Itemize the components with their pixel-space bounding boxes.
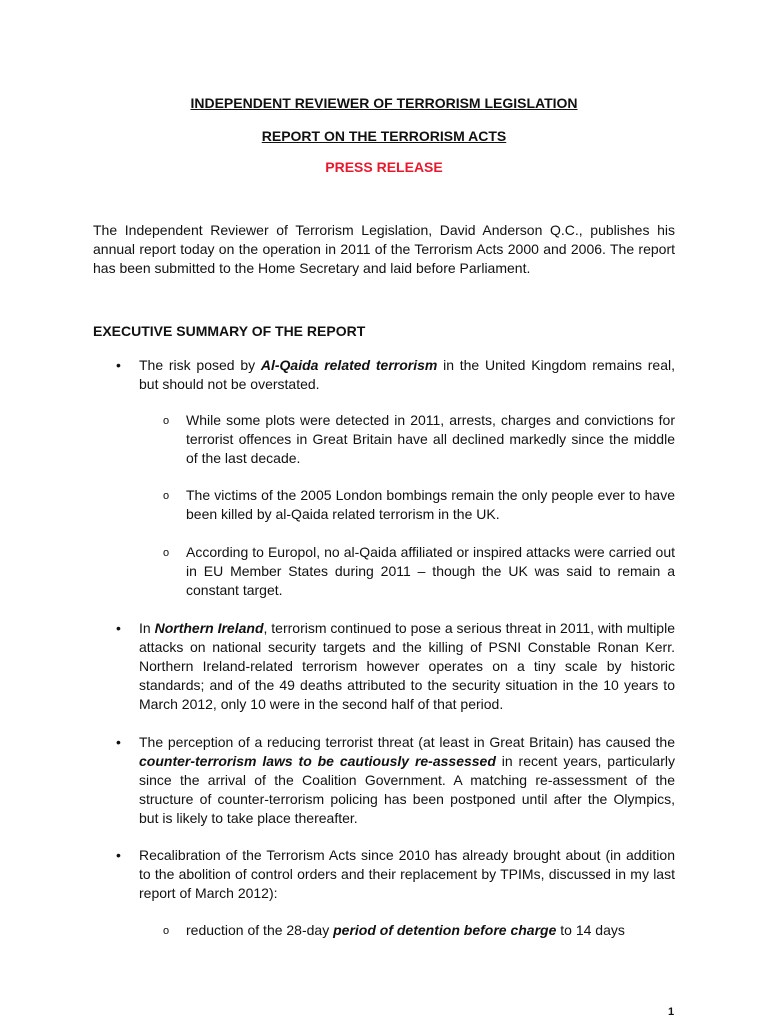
bullet-item-al-qaida: The risk posed by Al-Qaida related terrorism in the United Kingdom remains real, but should not be overstated. bbox=[139, 357, 676, 392]
bullet-item-counter-terrorism-laws: The perception of a reducing terrorist threat (at least in Great Britain) has caused the counter-terrorism laws to be cautiously re-assessed in recent years, particularly since the arrival of the Coalition Government. A matching re-assessment of the structure of counter-terrorism policing has been postponed until after the Olympics, but is likely to take place thereafter. bbox=[139, 734, 675, 826]
sub-bullet-marker: o bbox=[163, 490, 170, 502]
bullet-marker: • bbox=[116, 734, 121, 750]
document-subtitle: REPORT ON THE TERRORISM ACTS bbox=[261, 128, 507, 144]
bullet-marker: • bbox=[116, 357, 121, 373]
emphasis-al-qaida: Al-Qaida related terrorism bbox=[260, 357, 438, 373]
section-heading: EXECUTIVE SUMMARY OF THE REPORT bbox=[93, 323, 366, 339]
sub-item-detention: reduction of the 28-day period of detention before charge to 14 days bbox=[186, 922, 625, 938]
document-title: INDEPENDENT REVIEWER OF TERRORISM LEGISLATION bbox=[190, 95, 578, 111]
emphasis-counter-terrorism-laws: counter-terrorism laws to be cautiously re-assessed bbox=[139, 753, 496, 769]
page-number: 1 bbox=[668, 1006, 675, 1018]
sub-bullet-marker: o bbox=[163, 925, 170, 937]
sub-bullet-marker: o bbox=[163, 415, 170, 427]
bullet-marker: • bbox=[116, 620, 121, 636]
sub-bullet-marker: o bbox=[163, 547, 170, 559]
press-release-label: PRESS RELEASE bbox=[325, 159, 443, 175]
emphasis-northern-ireland: Northern Ireland bbox=[154, 620, 264, 636]
bullet-item-recalibration: Recalibration of the Terrorism Acts since 2010 has already brought about (in addition to the abolition of control orders and their replacement by TPIMs, discussed in my last report of March 2012): bbox=[139, 847, 675, 901]
sub-item-plots: While some plots were detected in 2011, arrests, charges and convictions for terrorist offences in Great Britain have all declined markedly since the middle of the last decade. bbox=[186, 412, 675, 466]
bullet-item-northern-ireland: In Northern Ireland, terrorism continued to pose a serious threat in 2011, with multiple attacks on national security targets and the killing of PSNI Constable Ronan Kerr. Northern Ireland-related terrorism however operates on a tiny scale by historic standards; and of the 49 deaths attributed to the security situation in the 10 years to March 2012, only 10 were in the second half of that period. bbox=[139, 620, 675, 712]
intro-paragraph: The Independent Reviewer of Terrorism Legislation, David Anderson Q.C., publishes his annual report today on the operation in 2011 of the Terrorism Acts 2000 and 2006. The report has been submitted to the Home Secretary and laid before Parliament. bbox=[93, 222, 675, 276]
sub-item-europol: According to Europol, no al-Qaida affiliated or inspired attacks were carried out in EU Member States during 2011 – though the UK was said to remain a constant target. bbox=[186, 544, 675, 598]
sub-item-victims: The victims of the 2005 London bombings remain the only people ever to have been killed by al-Qaida related terrorism in the UK. bbox=[186, 487, 675, 522]
bullet-marker: • bbox=[116, 847, 121, 863]
emphasis-period-of-detention: period of detention before charge bbox=[333, 922, 557, 938]
